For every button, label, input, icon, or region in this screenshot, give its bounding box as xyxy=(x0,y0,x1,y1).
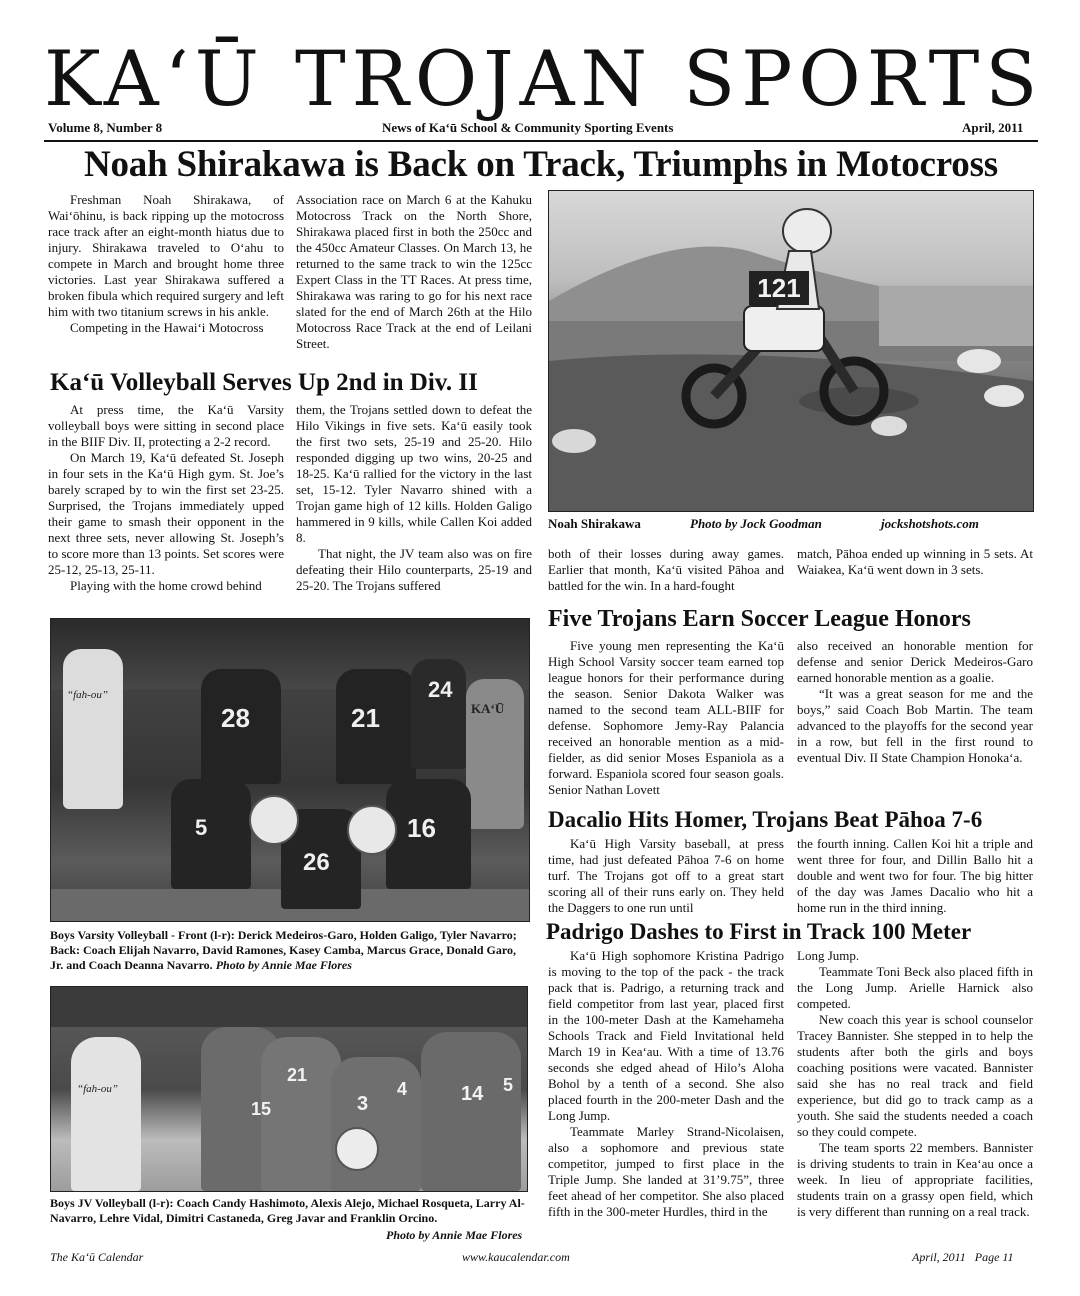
motocross-caption-site: jockshotshots.com xyxy=(881,516,979,531)
soccer-col2 xyxy=(797,638,1033,766)
volleyball-col2 xyxy=(296,402,532,594)
paragraph: match, Pāhoa ended up winning in 5 sets. At Waiakea, Ka‘ū went down in 3 sets. xyxy=(797,546,1033,577)
varsity-volleyball-photo xyxy=(50,618,530,922)
varsity-jersey-number: 26 xyxy=(303,849,330,876)
paragraph: That night, the JV team also was on fire defeating their Hilo counterparts, 25-19 and 25-20. The Trojans suffered xyxy=(296,546,532,593)
volleyball-ball xyxy=(347,805,397,855)
jv-jersey-number: 21 xyxy=(287,1065,308,1085)
jv-volleyball-photo xyxy=(50,986,528,1192)
paragraph: them, the Trojans settled down to defeat the Hilo Vikings in five sets. Ka‘ū easily took the first two sets, 25-19 and 25-20. Hilo responded digging up two wins, 20-25 and 18-25. Ka‘ū rallied for the victory in the last set, 15-12. Tyler Navarro shined with a Trojan game high of 12 kills. Holden Galigo hammered in 9 kills, while Callen Koi added 8. xyxy=(296,402,532,545)
varsity-photo-caption xyxy=(50,928,532,973)
motocross-photo xyxy=(548,190,1034,512)
varsity-jersey-number: 28 xyxy=(221,703,250,733)
varsity-caption-text: Boys Varsity Volleyball - Front (l-r): Derick Medeiros-Garo, Holden Galigo, Tyler Navarro; Back: Coach Elijah Navarro, David Ramones, Kasey Camba, Marcus Grace, Donald Garo, Jr. and Coach Deanna Navarro. xyxy=(50,928,517,972)
paragraph: both of their losses during away games. Earlier that month, Ka‘ū visited Pāhoa and battled for the win. In a hard-fought xyxy=(548,546,784,593)
lead-headline: Noah Shirakawa is Back on Track, Triumphs in Motocross xyxy=(83,144,999,185)
soccer-col1 xyxy=(548,638,784,798)
varsity-caption-credit: Photo by Annie Mae Flores xyxy=(215,958,352,972)
paragraph: Association race on March 6 at the Kahuku Motocross Track on the North Shore, Shirakawa placed first in both the 250cc and the 450cc Amateur Classes. On March 13, he returned to the same track to win the 125cc Expert Class in the TT Races. At press time, Shirakawa was raring to go for his next race slated for the end of March 26th at the Hilo Motocross Race Track at the end of Leilani Street. xyxy=(296,192,532,351)
paragraph: Ka‘ū High sophomore Kristina Padrigo is moving to the top of the pack - the track pack that is. Padrigo, a returning track and field competitor from last year, placed first in the 100-meter Dash at the Kamehameha Schools Track and Field Invitational held March 19 in Kea‘au. With a time of 13.76 seconds she edged ahead of Hilo’s Aloha Bohol by a tenth of a second. She also placed fourth in the 200-meter Dash and the Long Jump. xyxy=(548,948,784,1123)
varsity-jersey-number: 16 xyxy=(407,813,436,843)
volleyball-headline: Ka‘ū Volleyball Serves Up 2nd in Div. II xyxy=(50,369,478,396)
paragraph: New coach this year is school counselor Tracey Bannister. She stepped in to help the students after both the girls and boys coaching positions were vacated. Bannister said she has no real track and field experience, but did go to track camp as a youth. She said the students needed a coach so they could compete. xyxy=(797,1012,1033,1139)
paragraph: Teammate Marley Strand-Nicolaisen, also a sophomore and previous state competitor, jumped to first place in the Triple Jump. She landed at 31’9.75”, three feet ahead of her competitor. She also placed fifth in the 300-meter Hurdles, third in the xyxy=(548,1124,784,1219)
varsity-jersey-number: 5 xyxy=(195,815,208,840)
paragraph: “It was a great season for me and the boys,” said Coach Bob Martin. The team advanced to the playoffs for the second year in a row, but fell in the first round to eventual Div. II State Champion Honoka‘a. xyxy=(797,686,1033,765)
varsity-jersey-number: 24 xyxy=(428,677,453,702)
paragraph: Competing in the Hawai‘i Motocross xyxy=(70,320,264,335)
footer-publication: The Ka‘ū Calendar xyxy=(50,1250,144,1264)
soccer-headline: Five Trojans Earn Soccer League Honors xyxy=(548,606,971,632)
volleyball-ball xyxy=(249,795,299,845)
footer-website: www.kaucalendar.com xyxy=(462,1250,570,1264)
paragraph: Teammate Toni Beck also placed fifth in the Long Jump. Arielle Harnick also competed. xyxy=(797,964,1033,1011)
jv-jersey-number: 14 xyxy=(461,1083,484,1105)
track-headline: Padrigo Dashes to First in Track 100 Meter xyxy=(546,919,972,944)
masthead-title: KA‘Ū TROJAN SPORTS xyxy=(44,34,1044,123)
header-rule xyxy=(44,140,1038,142)
paragraph: Freshman Noah Shirakawa, of Wai‘ōhinu, is back ripping up the motocross race track after an eight-month hiatus due to injury. Shirakawa traveled to O‘ahu to compete in March and brought home three victories. Last year Shirakawa suffered a broken fibula which required surgery and left him with two titanium screws in his ankle. xyxy=(48,192,284,319)
motocross-caption-name: Noah Shirakawa xyxy=(548,516,641,531)
track-col2 xyxy=(797,948,1033,1220)
motocross-caption-credit: Photo by Jock Goodman xyxy=(690,516,822,531)
volleyball-continued-col2 xyxy=(797,546,1033,578)
lead-article-col2 xyxy=(296,192,532,352)
jv-photo-caption: Boys JV Volleyball (l-r): Coach Candy Hashimoto, Alexis Alejo, Michael Rosqueta, Larry Al-Navarro, Lehre Vidal, Dimitri Castaneda, Greg Javar and Franklin Orcino. xyxy=(50,1196,525,1225)
volleyball-continued-col1 xyxy=(548,546,784,594)
jv-jersey-number: 4 xyxy=(397,1079,408,1099)
baseball-col1 xyxy=(548,836,784,916)
paragraph: Ka‘ū High Varsity baseball, at press time, had just defeated Pāhoa 7-6 on home turf. The Trojans got off to a great start scoring all of their runs early on. They held the Daggers to one run until xyxy=(548,836,784,915)
track-col1 xyxy=(548,948,784,1220)
jv-jersey-number: 15 xyxy=(251,1099,272,1119)
volleyball-col1 xyxy=(48,402,284,594)
issue-date: April, 2011 xyxy=(962,120,1024,135)
jv-jersey-number: 3 xyxy=(357,1093,369,1115)
tagline: News of Ka‘ū School & Community Sporting Events xyxy=(382,120,674,135)
footer-page: April, 2011 Page 11 xyxy=(912,1250,1014,1264)
varsity-jersey-number: 21 xyxy=(351,703,380,733)
paragraph: The team sports 22 members. Bannister is driving students to train in Kea‘au once a week. In lieu of appropriate facilities, students train on a grassy open field, which is very different than running on a real track. xyxy=(797,1140,1033,1219)
kau-shirt-text: KA‘Ū xyxy=(471,701,505,716)
volume-number: Volume 8, Number 8 xyxy=(48,120,163,135)
shirt-text: “fah-ou” xyxy=(67,689,108,701)
paragraph: At press time, the Ka‘ū Varsity volleyball boys were sitting in second place in the BIIF Div. II, protecting a 2-2 record. xyxy=(48,402,284,449)
bike-number-plate: 121 xyxy=(749,271,809,305)
motocross-illustration xyxy=(549,191,1033,511)
baseball-headline: Dacalio Hits Homer, Trojans Beat Pāhoa 7-6 xyxy=(548,807,983,832)
jv-shirt-text: “fah-ou” xyxy=(77,1083,118,1095)
paragraph: the fourth inning. Callen Koi hit a triple and went three for four, and Dillin Ballo hit a double and went two for four. The big hitter of the day was James Dacalio who hit a home run in the third inning. xyxy=(797,836,1033,915)
paragraph: On March 19, Ka‘ū defeated St. Joseph in four sets in the Ka‘ū High gym. St. Joe’s barely scraped by to win the first set 23-25. Surprised, the Trojans immediately upped their game to smash their opponent in the next three sets, never allowing St. Joseph’s to score more than 13 points. Set scores were 25-12, 25-13, 25-11. xyxy=(48,450,284,577)
jv-jersey-number: 5 xyxy=(503,1075,514,1095)
baseball-col2 xyxy=(797,836,1033,916)
paragraph: Long Jump. xyxy=(797,948,860,963)
paragraph: Playing with the home crowd behind xyxy=(70,578,262,593)
lead-article-col1 xyxy=(48,192,284,336)
paragraph: Five young men representing the Ka‘ū High School Varsity soccer team earned top league honors for their performance during the season. Senior Dakota Walker was named to the second team ALL-BIIF for defense. Sophomore Jemy-Ray Palancia received an honorable mention as a mid-fielder, as did senior Moses Espaniola as a forward. Espaniola scored four season goals. Senior Nathan Lovett xyxy=(548,638,784,797)
volleyball-ball xyxy=(335,1127,379,1171)
jv-photo-credit: Photo by Annie Mae Flores xyxy=(386,1228,523,1242)
paragraph: also received an honorable mention for defense and senior Derick Medeiros-Garo earned honorable mention as a goalie. xyxy=(797,638,1033,685)
